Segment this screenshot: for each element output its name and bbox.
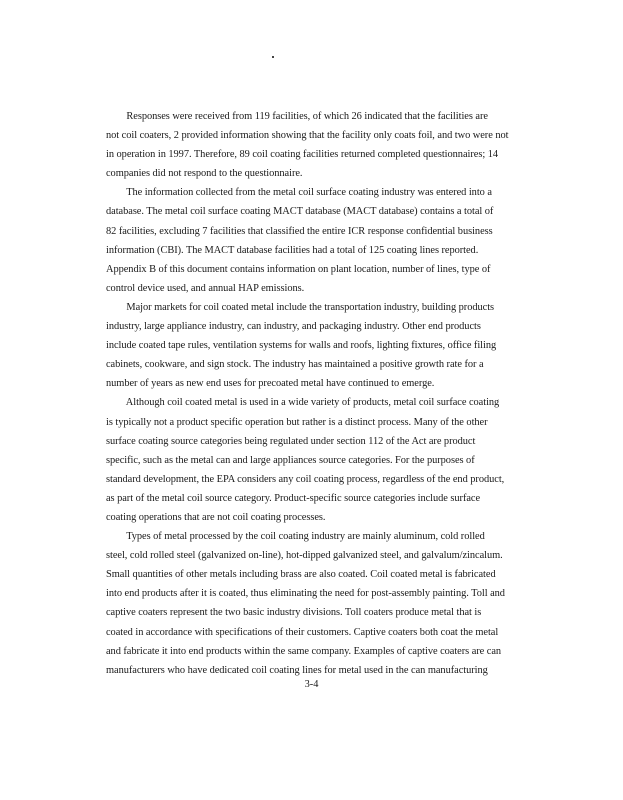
text-line: Although coil coated metal is used in a wide variety of products, metal coil surface coating (106, 397, 500, 409)
text-line: and fabricate it into end products within the same company. Examples of captive coaters are can (106, 645, 502, 657)
text-line: surface coating source categories being regulated under section 112 of the Act are product (106, 435, 476, 447)
text-line: Small quantities of other metals including brass are also coated. Coil coated metal is fabricated (106, 569, 496, 581)
page-number: 3-4 (304, 679, 319, 690)
text-line: Appendix B of this document contains information on plant location, number of lines, type of (106, 263, 491, 275)
paragraph (106, 527, 520, 680)
text-line: information (CBI). The MACT database facilities had a total of 125 coating lines reported. (106, 244, 479, 256)
text-line: include coated tape rules, ventilation systems for walls and roofs, lighting fixtures, office filing (106, 340, 497, 352)
text-line: The information collected from the metal coil surface coating industry was entered into a (106, 187, 492, 199)
text-line: companies did not respond to the questionnaire. (106, 168, 303, 180)
text-line: industry, large appliance industry, can industry, and packaging industry. Other end products (106, 321, 481, 333)
text-line: number of years as new end uses for precoated metal have continued to emerge. (106, 378, 435, 390)
paragraph (106, 393, 520, 527)
text-line: coated in accordance with specifications of their customers. Captive coaters both coat the metal (106, 626, 499, 638)
text-line: database. The metal coil surface coating MACT database (MACT database) contains a total of (106, 206, 494, 218)
text-line: in operation in 1997. Therefore, 89 coil coating facilities returned completed questionnaires; 14 (106, 149, 498, 161)
text-line: as part of the metal coil source category. Product-specific source categories include surface (106, 492, 481, 504)
paragraph (106, 298, 520, 393)
body-text (106, 107, 520, 680)
text-line: manufacturers who have dedicated coil coating lines for metal used in the can manufacturing (106, 664, 488, 676)
text-line: steel, cold rolled steel (galvanized on-line), hot-dipped galvanized steel, and galvalum/zincalum. (106, 550, 503, 562)
text-line: Types of metal processed by the coil coating industry are mainly aluminum, cold rolled (106, 531, 485, 543)
text-line: specific, such as the metal can and large appliances source categories. For the purposes of (106, 454, 475, 466)
text-line: control device used, and annual HAP emissions. (106, 282, 305, 294)
text-line: not coil coaters, 2 provided information showing that the facility only coats foil, and two were not (106, 130, 509, 142)
paragraph (106, 107, 520, 183)
paragraph (106, 183, 520, 298)
text-line: cabinets, cookware, and sign stock. The industry has maintained a positive growth rate for a (106, 359, 484, 371)
text-line: standard development, the EPA considers any coil coating process, regardless of the end product, (106, 473, 505, 485)
text-line: into end products after it is coated, thus eliminating the need for post-assembly painting. Toll and (106, 588, 505, 600)
text-line: is typically not a product specific operation but rather is a distinct process. Many of the other (106, 416, 488, 428)
text-line: captive coaters represent the two basic industry divisions. Toll coaters produce metal that is (106, 607, 482, 619)
text-line: Responses were received from 119 facilities, of which 26 indicated that the facilities are (106, 111, 488, 122)
text-line: Major markets for coil coated metal include the transportation industry, building products (106, 301, 495, 313)
text-line: coating operations that are not coil coating processes. (106, 511, 326, 523)
scan-speck (272, 56, 274, 58)
text-line: 82 facilities, excluding 7 facilities that classified the entire ICR response confidential business (106, 225, 493, 237)
